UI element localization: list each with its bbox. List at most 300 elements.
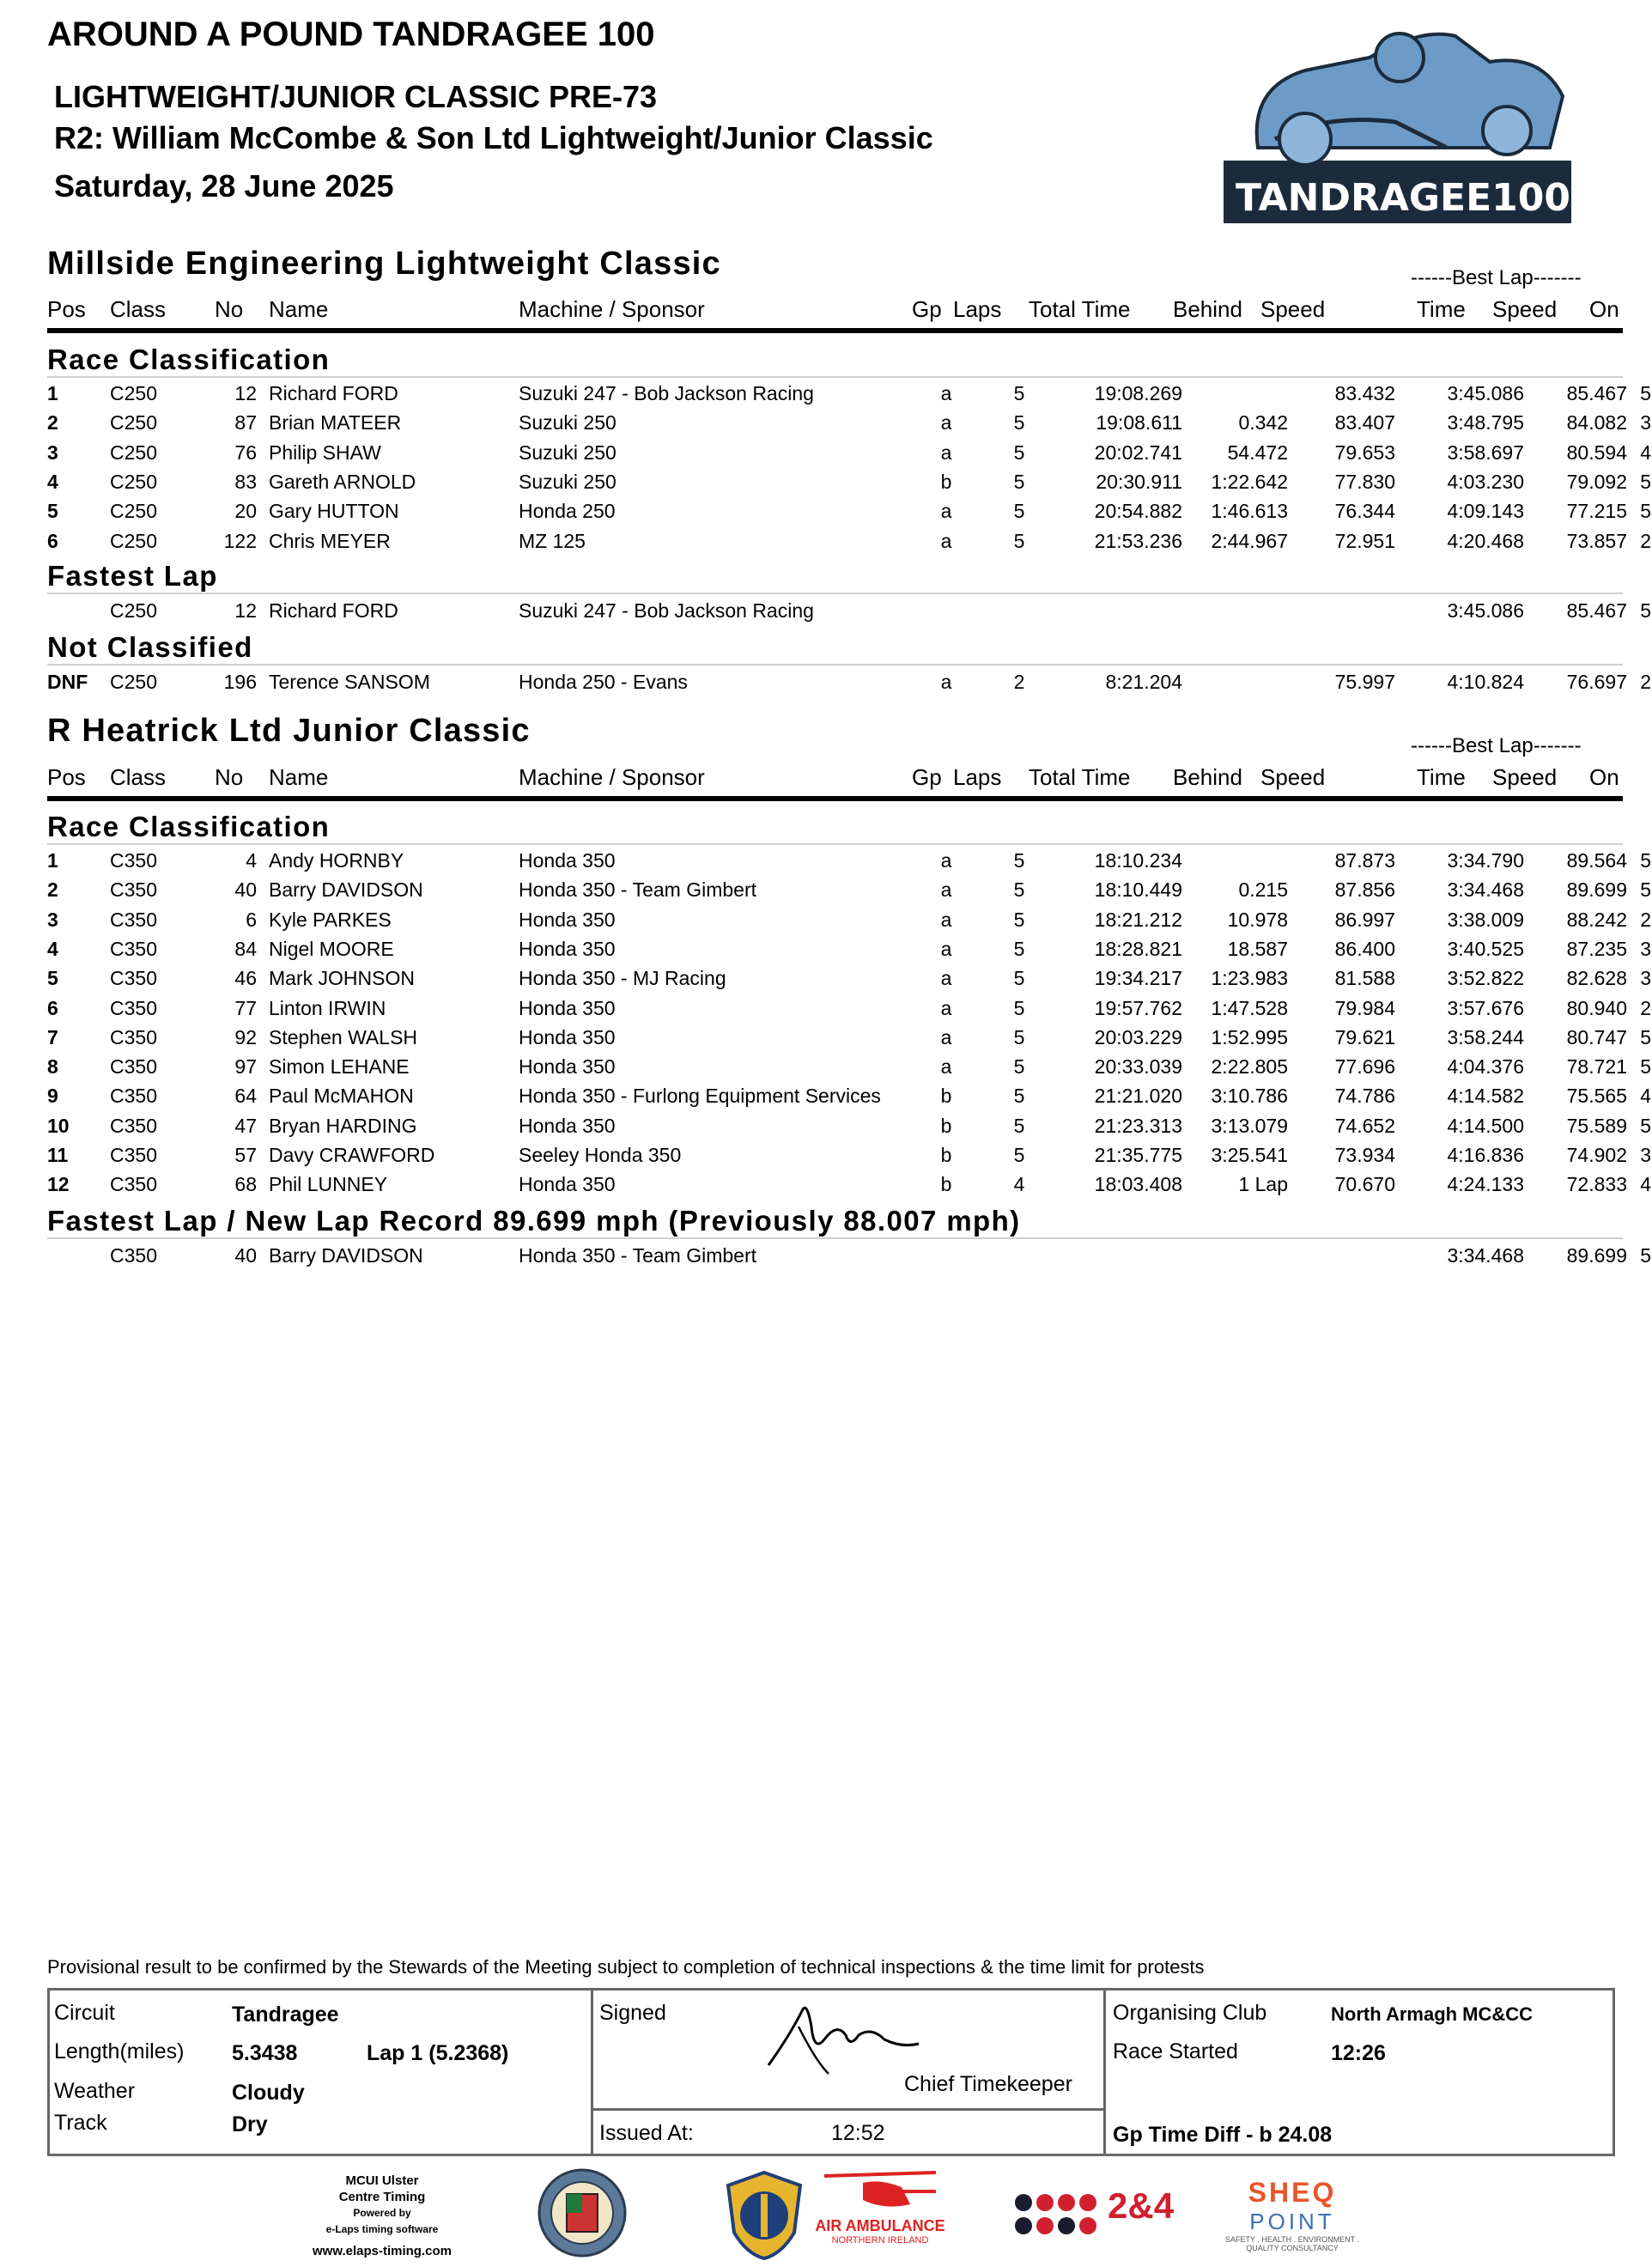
cell-no: 83	[234, 470, 257, 493]
cell-class: C350	[110, 1085, 157, 1108]
cell-speed: 87.856	[1334, 878, 1395, 902]
cell-behind: 2:22.805	[1211, 1055, 1288, 1079]
cell-bl_time: 3:34.468	[1447, 878, 1524, 902]
cell-speed: 73.934	[1334, 1144, 1395, 1166]
cell-laps: 5	[1013, 411, 1025, 435]
cell-total: 18:03.408	[1094, 1173, 1182, 1196]
cell-no: 77	[234, 996, 257, 1019]
result-row	[47, 1170, 1651, 1199]
cell-no: 84	[234, 937, 257, 960]
cell-machine: Honda 350	[519, 937, 616, 960]
cell-on: 4	[1640, 1085, 1651, 1108]
cell-bl_time: 3:52.822	[1447, 967, 1524, 990]
result-row	[47, 438, 1651, 467]
sheq-point-logo: SHEQ POINT SAFETY . HEALTH . ENVIRONMENT . QUALITY CONSULTANCY	[1224, 2177, 1360, 2252]
cell-no: 47	[234, 1114, 257, 1137]
cell-gp: a	[940, 878, 952, 902]
result-row	[47, 496, 1651, 526]
cell-name: Chris MEYER	[269, 529, 391, 552]
result-row	[47, 1052, 1651, 1081]
cell-name: Barry DAVIDSON	[269, 1244, 423, 1267]
cell-total: 21:35.775	[1094, 1144, 1182, 1166]
section-title: Millside Engineering Lightweight Classic	[47, 246, 721, 282]
cell-behind: 18.587	[1227, 937, 1288, 960]
cell-speed: 79.984	[1334, 996, 1395, 1019]
cell-speed: 74.652	[1334, 1114, 1395, 1137]
cell-bl_time: 4:20.468	[1447, 529, 1524, 552]
chief-timekeeper-label: Chief Timekeeper	[904, 2072, 1072, 2096]
cell-name: Simon LEHANE	[269, 1055, 410, 1079]
cell-class: C250	[110, 441, 157, 464]
cell-total: 18:10.234	[1094, 849, 1182, 872]
result-row	[47, 1023, 1651, 1052]
cell-on: 2	[1640, 908, 1651, 931]
cell-laps: 5	[1013, 1025, 1025, 1048]
race-title: R2: William McCombe & Son Ltd Lightweight/Junior Classic	[54, 120, 933, 155]
cell-class: C350	[110, 908, 157, 931]
result-row	[47, 526, 1651, 556]
circuit-label: Circuit	[54, 2001, 115, 2025]
cell-machine: Honda 250	[519, 500, 616, 523]
cell-pos: 10	[47, 1114, 70, 1137]
cell-speed: 81.588	[1334, 967, 1395, 990]
cell-on: 4	[1640, 1173, 1651, 1196]
cell-no: 6	[246, 908, 257, 931]
result-row	[47, 1111, 1651, 1140]
cell-behind: 0.215	[1238, 878, 1288, 902]
cell-no: 68	[234, 1173, 257, 1196]
cell-bl_speed: 89.699	[1566, 878, 1627, 902]
not-classified-label: Not Classified	[47, 631, 253, 663]
cell-laps: 5	[1013, 529, 1025, 552]
cell-pos: 6	[47, 529, 58, 552]
cell-bl_time: 3:40.525	[1447, 937, 1524, 960]
cell-name: Richard FORD	[269, 599, 398, 622]
cell-no: 12	[234, 382, 257, 404]
cell-class: C250	[110, 671, 157, 693]
cell-bl_speed: 84.082	[1566, 411, 1627, 435]
fastest-lap-row	[47, 596, 1651, 625]
cell-total: 21:21.020	[1094, 1085, 1182, 1108]
cell-laps: 5	[1013, 967, 1025, 990]
cell-total: 19:08.611	[1096, 411, 1182, 435]
cell-total: 19:08.269	[1094, 382, 1182, 404]
dots-logo	[1013, 2190, 1099, 2246]
cell-no: 122	[223, 529, 257, 552]
cell-speed: 74.786	[1334, 1085, 1395, 1108]
cell-laps: 2	[1013, 671, 1025, 693]
cell-no: 4	[246, 849, 257, 872]
cell-bl_speed: 75.589	[1566, 1114, 1627, 1137]
air-ambulance-logo: AIR AMBULANCE NORTHERN IRELAND	[807, 2166, 953, 2260]
cell-total: 20:54.882	[1094, 500, 1182, 523]
weather-value: Cloudy	[232, 2081, 305, 2105]
cell-total: 20:03.229	[1094, 1025, 1182, 1048]
cell-pos: 5	[47, 500, 58, 523]
provisional-note: Provisional result to be confirmed by the Stewards of the Meeting subject to completion of technical inspections & the time limit for protests	[47, 1956, 1205, 1978]
cell-pos: DNF	[47, 671, 88, 693]
cell-behind: 2:44.967	[1211, 529, 1288, 552]
cell-machine: Suzuki 250	[519, 411, 616, 435]
cell-on: 5	[1640, 599, 1651, 622]
cell-pos: 12	[47, 1173, 70, 1196]
cell-bl_time: 3:45.086	[1447, 599, 1524, 622]
cell-name: Andy HORNBY	[269, 849, 404, 872]
cell-speed: 79.653	[1334, 441, 1395, 464]
cell-gp: a	[940, 937, 952, 960]
race-started-label: Race Started	[1113, 2039, 1238, 2063]
result-row	[47, 1140, 1651, 1170]
cell-bl_time: 4:14.500	[1447, 1114, 1524, 1137]
cell-speed: 87.873	[1334, 849, 1395, 872]
cell-name: Paul McMAHON	[269, 1085, 414, 1108]
cell-laps: 5	[1013, 1055, 1025, 1079]
cell-machine: Honda 350 - Team Gimbert	[519, 878, 756, 902]
cell-total: 20:30.911	[1096, 470, 1182, 493]
cell-laps: 5	[1013, 382, 1025, 404]
cell-bl_time: 3:34.468	[1447, 1244, 1524, 1267]
lap1-length: Lap 1 (5.2368)	[367, 2041, 509, 2065]
signed-label: Signed	[599, 2001, 666, 2025]
cell-class: C350	[110, 937, 157, 960]
cell-name: Kyle PARKES	[269, 908, 392, 931]
cell-total: 19:34.217	[1094, 967, 1182, 990]
cell-machine: Honda 350 - Furlong Equipment Services	[519, 1085, 881, 1108]
cell-class: C250	[110, 599, 157, 622]
cell-speed: 83.432	[1334, 382, 1395, 404]
cell-bl_time: 3:57.676	[1447, 996, 1524, 1019]
cell-no: 64	[234, 1085, 257, 1108]
cell-name: Philip SHAW	[269, 441, 381, 464]
cell-bl_time: 3:48.795	[1447, 411, 1524, 435]
cell-no: 40	[234, 878, 257, 902]
cell-speed: 86.400	[1334, 937, 1395, 960]
cell-class: C250	[110, 382, 157, 404]
cell-name: Davy CRAWFORD	[269, 1144, 435, 1166]
cell-speed: 86.997	[1334, 908, 1395, 931]
cell-bl_time: 3:58.697	[1447, 441, 1524, 464]
cell-pos: 3	[47, 441, 58, 464]
result-row	[47, 905, 1651, 934]
fastest-lap-label: Fastest Lap	[47, 560, 218, 592]
cell-pos: 11	[47, 1144, 69, 1166]
cell-bl_speed: 80.940	[1566, 996, 1627, 1019]
cell-pos: 4	[47, 470, 58, 493]
cell-bl_time: 4:09.143	[1447, 500, 1524, 523]
cell-on: 5	[1640, 1114, 1651, 1137]
cell-name: Gary HUTTON	[269, 500, 399, 523]
cell-pos: 1	[47, 382, 58, 404]
cell-bl_speed: 87.235	[1566, 937, 1627, 960]
cell-on: 3	[1640, 937, 1651, 960]
cell-bl_speed: 82.628	[1566, 967, 1627, 990]
cell-laps: 5	[1013, 500, 1025, 523]
cell-speed: 83.407	[1334, 411, 1395, 435]
result-row	[47, 408, 1651, 437]
cell-class: C350	[110, 1244, 157, 1267]
cell-class: C350	[110, 1114, 157, 1137]
cell-gp: a	[940, 529, 952, 552]
cell-machine: Suzuki 247 - Bob Jackson Racing	[519, 382, 814, 404]
cell-machine: Honda 350	[519, 1114, 616, 1137]
cell-gp: a	[940, 996, 952, 1019]
cell-name: Phil LUNNEY	[269, 1173, 388, 1196]
cell-total: 21:23.313	[1094, 1114, 1182, 1137]
not-classified-row	[47, 667, 1651, 696]
cell-name: Brian MATEER	[269, 411, 402, 435]
cell-speed: 70.670	[1334, 1173, 1395, 1196]
cell-no: 12	[234, 599, 257, 622]
cell-pos: 6	[47, 996, 58, 1019]
circuit-value: Tandragee	[232, 2003, 339, 2027]
cell-gp: b	[940, 1144, 952, 1166]
fastest-lap-row	[47, 1241, 1651, 1270]
cell-machine: Honda 350	[519, 1173, 616, 1196]
cell-gp: b	[940, 1085, 952, 1108]
cell-pos: 9	[47, 1085, 58, 1108]
cell-total: 20:33.039	[1094, 1055, 1182, 1079]
cell-on: 5	[1640, 1055, 1651, 1079]
tandragee-logo	[1224, 19, 1571, 223]
cell-on: 3	[1640, 411, 1651, 435]
cell-class: C250	[110, 529, 157, 552]
cell-machine: Honda 350 - Team Gimbert	[519, 1244, 756, 1267]
cell-bl_time: 4:16.836	[1447, 1144, 1524, 1166]
cell-laps: 5	[1013, 441, 1025, 464]
cell-laps: 5	[1013, 1114, 1025, 1137]
result-row	[47, 846, 1651, 875]
cell-pos: 2	[47, 411, 58, 435]
result-row	[47, 467, 1651, 496]
cell-name: Mark JOHNSON	[269, 967, 415, 990]
cell-on: 5	[1640, 382, 1651, 404]
club-value: North Armagh MC&CC	[1331, 2003, 1534, 2025]
cell-speed: 79.621	[1334, 1025, 1395, 1048]
cell-on: 5	[1640, 878, 1651, 902]
cell-laps: 5	[1013, 878, 1025, 902]
cell-bl_speed: 85.467	[1566, 382, 1627, 404]
length-label: Length(miles)	[54, 2039, 185, 2063]
cell-no: 196	[223, 671, 257, 693]
event-title: AROUND A POUND TANDRAGEE 100	[47, 15, 655, 53]
cell-bl_speed: 78.721	[1566, 1055, 1627, 1079]
cell-behind: 1:23.983	[1211, 967, 1288, 990]
cell-machine: Honda 350	[519, 1055, 616, 1079]
cell-behind: 0.342	[1238, 411, 1288, 435]
cell-bl_time: 3:38.009	[1447, 908, 1524, 931]
cell-laps: 5	[1013, 470, 1025, 493]
cell-bl_speed: 89.564	[1566, 849, 1627, 872]
cell-bl_time: 3:45.086	[1447, 382, 1524, 404]
result-row	[47, 875, 1651, 904]
cell-gp: a	[940, 441, 952, 464]
cell-bl_time: 4:10.824	[1447, 671, 1524, 693]
cell-bl_time: 3:34.790	[1447, 849, 1524, 872]
cell-total: 20:02.741	[1094, 441, 1182, 464]
cell-name: Bryan HARDING	[269, 1114, 417, 1137]
cell-behind: 1:47.528	[1211, 996, 1288, 1019]
cell-total: 18:10.449	[1094, 878, 1182, 902]
cell-speed: 77.696	[1334, 1055, 1395, 1079]
cell-bl_time: 4:03.230	[1447, 470, 1524, 493]
column-header-row: Pos Class No Name Machine / Sponsor Gp Laps Total Time Behind Speed Time Speed On	[47, 764, 1619, 790]
cell-bl_speed: 88.242	[1566, 908, 1627, 931]
cell-no: 76	[234, 441, 257, 464]
cell-on: 5	[1640, 849, 1651, 872]
cell-bl_speed: 77.215	[1566, 500, 1627, 523]
cell-on: 5	[1640, 1025, 1651, 1048]
cell-on: 2	[1640, 996, 1651, 1019]
cell-laps: 5	[1013, 996, 1025, 1019]
mcui-timing-logo: MCUI Ulster Centre Timing Powered by e-Laps timing software www.elaps-timing.com	[313, 2173, 452, 2258]
track-label: Track	[54, 2111, 107, 2135]
cell-machine: Honda 350	[519, 996, 616, 1019]
cell-bl_speed: 76.697	[1566, 671, 1627, 693]
cell-class: C350	[110, 1055, 157, 1079]
race-classification-label: Race Classification	[47, 811, 331, 842]
cell-pos: 3	[47, 908, 58, 931]
cell-gp: a	[940, 1055, 952, 1079]
cell-laps: 5	[1013, 849, 1025, 872]
cell-speed: 75.997	[1334, 671, 1395, 693]
cell-class: C350	[110, 1173, 157, 1196]
cell-gp: a	[940, 382, 952, 404]
medical-emblem	[721, 2168, 807, 2267]
cell-bl_speed: 73.857	[1566, 529, 1627, 552]
cell-class: C350	[110, 849, 157, 872]
cell-speed: 77.830	[1334, 470, 1395, 493]
cell-bl_speed: 85.467	[1566, 599, 1627, 622]
result-row	[47, 963, 1651, 993]
cell-behind: 1:46.613	[1211, 500, 1288, 523]
result-row	[47, 934, 1651, 963]
cell-behind: 10.978	[1227, 908, 1288, 931]
cell-bl_speed: 74.902	[1566, 1144, 1627, 1166]
cell-laps: 5	[1013, 908, 1025, 931]
cell-on: 5	[1640, 1244, 1651, 1267]
fastest-lap-label: Fastest Lap / New Lap Record 89.699 mph (Previously 88.007 mph)	[47, 1205, 1021, 1237]
section-title: R Heatrick Ltd Junior Classic	[47, 713, 531, 749]
cell-behind: 3:25.541	[1211, 1144, 1288, 1166]
cell-laps: 5	[1013, 1085, 1025, 1108]
cell-name: Richard FORD	[269, 382, 398, 404]
cell-machine: Honda 250 - Evans	[519, 671, 688, 693]
cell-total: 18:21.212	[1094, 908, 1182, 931]
gp-time-diff: Gp Time Diff - b 24.08	[1113, 2123, 1333, 2147]
cell-class: C250	[110, 500, 157, 523]
cell-class: C350	[110, 1025, 157, 1048]
cell-machine: Suzuki 247 - Bob Jackson Racing	[519, 599, 814, 622]
cell-class: C350	[110, 996, 157, 1019]
cell-bl_time: 4:24.133	[1447, 1173, 1524, 1196]
cell-no: 20	[234, 500, 257, 523]
cell-no: 87	[234, 411, 257, 435]
crest-logo	[531, 2168, 634, 2263]
cell-class: C350	[110, 878, 157, 902]
cell-laps: 5	[1013, 937, 1025, 960]
cell-bl_speed: 80.747	[1566, 1025, 1627, 1048]
cell-speed: 72.951	[1334, 529, 1395, 552]
cell-pos: 2	[47, 878, 58, 902]
cell-behind: 54.472	[1227, 441, 1288, 464]
race-started-value: 12:26	[1331, 2041, 1386, 2065]
cell-behind: 3:13.079	[1211, 1114, 1288, 1137]
cell-pos: 5	[47, 967, 58, 990]
two-and-four-logo: 2&4	[1108, 2185, 1175, 2226]
cell-gp: a	[940, 1025, 952, 1048]
cell-speed: 76.344	[1334, 500, 1395, 523]
cell-on: 3	[1640, 1144, 1651, 1166]
race-classification-label: Race Classification	[47, 343, 331, 375]
cell-gp: a	[940, 967, 952, 990]
cell-on: 5	[1640, 500, 1651, 523]
cell-class: C250	[110, 411, 157, 435]
cell-total: 21:53.236	[1094, 529, 1182, 552]
issued-value: 12:52	[831, 2121, 885, 2145]
cell-laps: 4	[1013, 1173, 1025, 1196]
result-row	[47, 994, 1651, 1023]
cell-no: 57	[234, 1144, 257, 1166]
cell-machine: Suzuki 250	[519, 441, 616, 464]
issued-label: Issued At:	[599, 2121, 694, 2145]
timekeeper-signature	[764, 2001, 936, 2082]
cell-gp: a	[940, 411, 952, 435]
class-title: LIGHTWEIGHT/JUNIOR CLASSIC PRE-73	[54, 79, 658, 114]
cell-name: Linton IRWIN	[269, 996, 386, 1019]
weather-label: Weather	[54, 2079, 136, 2103]
cell-gp: b	[940, 470, 952, 493]
cell-total: 18:28.821	[1094, 937, 1182, 960]
cell-on: 4	[1640, 441, 1651, 464]
cell-name: Gareth ARNOLD	[269, 470, 416, 493]
cell-bl_time: 4:14.582	[1447, 1085, 1524, 1108]
cell-gp: a	[940, 908, 952, 931]
result-row	[47, 1081, 1651, 1110]
cell-pos: 8	[47, 1055, 58, 1079]
cell-machine: Suzuki 250	[519, 470, 616, 493]
cell-name: Barry DAVIDSON	[269, 878, 423, 902]
cell-name: Stephen WALSH	[269, 1025, 418, 1048]
cell-machine: Seeley Honda 350	[519, 1144, 682, 1166]
column-header-row: Pos Class No Name Machine / Sponsor Gp Laps Total Time Behind Speed Time Speed On	[47, 296, 1619, 322]
cell-gp: b	[940, 1173, 952, 1196]
cell-bl_speed: 89.699	[1566, 1244, 1627, 1267]
cell-machine: Honda 350 - MJ Racing	[519, 967, 726, 990]
cell-total: 19:57.762	[1094, 996, 1182, 1019]
best-lap-header: ------Best Lap-------	[1411, 266, 1582, 289]
cell-gp: a	[940, 671, 952, 693]
cell-pos: 4	[47, 937, 58, 960]
race-date: Saturday, 28 June 2025	[54, 168, 394, 204]
cell-machine: Honda 350	[519, 849, 616, 872]
cell-bl_speed: 72.833	[1566, 1173, 1627, 1196]
cell-gp: a	[940, 849, 952, 872]
track-value: Dry	[232, 2112, 268, 2136]
cell-machine: MZ 125	[519, 529, 586, 552]
cell-on: 5	[1640, 470, 1651, 493]
cell-on: 2	[1640, 529, 1651, 552]
cell-bl_speed: 79.092	[1566, 470, 1627, 493]
club-label: Organising Club	[1113, 2001, 1267, 2025]
cell-behind: 1 Lap	[1238, 1173, 1288, 1196]
cell-pos: 7	[47, 1025, 58, 1048]
cell-name: Nigel MOORE	[269, 937, 394, 960]
cell-no: 92	[234, 1025, 257, 1048]
cell-class: C250	[110, 470, 157, 493]
cell-on: 3	[1640, 967, 1651, 990]
cell-behind: 1:52.995	[1211, 1025, 1288, 1048]
cell-class: C350	[110, 1144, 157, 1166]
